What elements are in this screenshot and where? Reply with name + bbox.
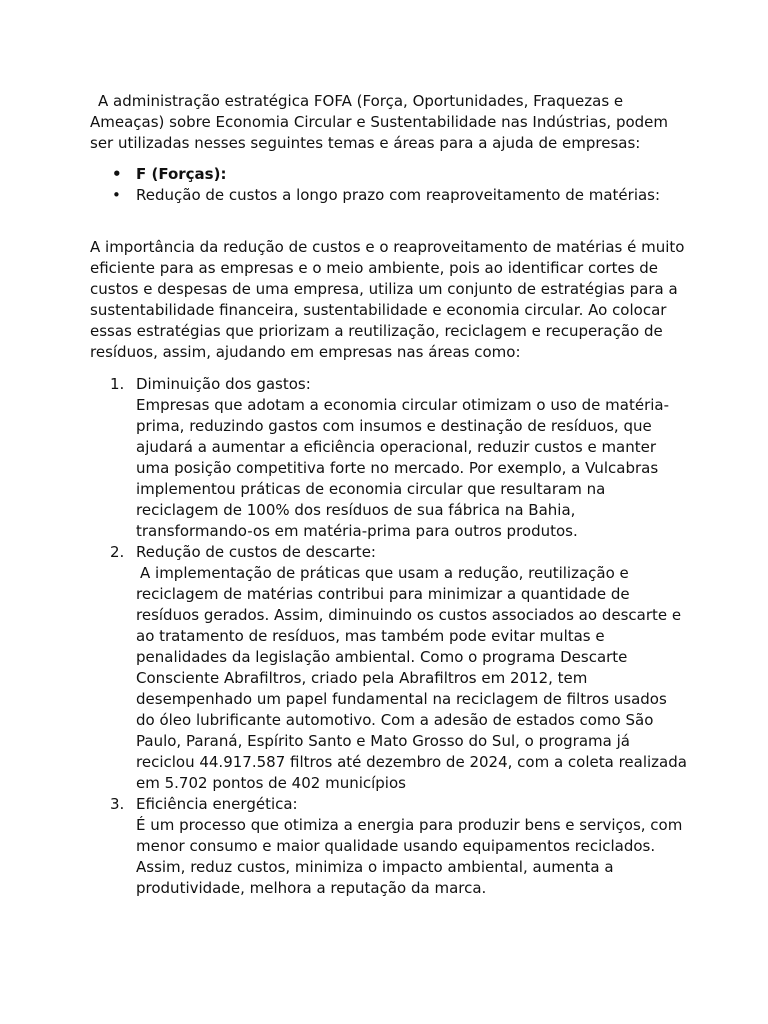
numbered-list: [90, 374, 690, 899]
list-item-title: Redução de custos de descarte:: [136, 543, 376, 561]
bullet-list: [90, 164, 690, 206]
document-page: [90, 91, 690, 899]
list-item-number: 2.: [110, 543, 125, 561]
bullet-item-cost-reduction: • Redução de custos a longo prazo com reaproveitamento de matérias:: [90, 185, 690, 206]
list-item: [90, 374, 690, 542]
body-paragraph: A importância da redução de custos e o reaproveitamento de matérias é muito eficiente para as empresas e o meio ambiente, pois ao identificar cortes de custos e despesas de uma empresa, utiliza um conjunto de estratégias para a sustentabilidade financeira, sustentabilidade e economia circular. Ao colocar essas estratégias que priorizam a reutilização, reciclagem e recuperação de resíduos, assim, ajudando em empresas nas áreas como:: [90, 238, 685, 361]
list-item: [90, 794, 690, 899]
list-item-body: Empresas que adotam a economia circular otimizam o uso de matéria-prima, reduzindo gastos com insumos e destinação de resíduos, que ajudará a aumentar a eficiência operacional, reduzir custos e manter uma posição competitiva forte no mercado. Por exemplo, a Vulcabras implementou práticas de economia circular que resultaram na reciclagem de 100% dos resíduos de sua fábrica na Bahia, transformando-os em matéria-prima para outros produtos.: [136, 396, 670, 540]
bullet-item-strengths: • F (Forças):: [90, 164, 690, 185]
list-item-number: 1.: [110, 375, 125, 393]
list-item: [90, 542, 690, 794]
list-item-title: Diminuição dos gastos:: [136, 375, 311, 393]
list-item-number: 3.: [110, 795, 125, 813]
list-item-title: Eficiência energética:: [136, 795, 298, 813]
intro-paragraph: A administração estratégica FOFA (Força, Oportunidades, Fraquezas e Ameaças) sobre Economia Circular e Sustentabilidade nas Indústrias, podem ser utilizadas nesses seguintes temas e áreas para a ajuda de empresas:: [90, 92, 669, 152]
list-item-body: É um processo que otimiza a energia para produzir bens e serviços, com menor consumo e maior qualidade usando equipamentos reciclados. Assim, reduz custos, minimiza o impacto ambiental, aumenta a produtividade, melhora a reputação da marca.: [136, 816, 683, 897]
list-item-body: A implementação de práticas que usam a redução, reutilização e reciclagem de matérias contribui para minimizar a quantidade de resíduos gerados. Assim, diminuindo os custos associados ao descarte e ao tratamento de resíduos, mas também pode evitar multas e penalidades da legislação ambiental. Como o programa Descarte Consciente Abrafiltros, criado pela Abrafiltros em 2012, tem desempenhado um papel fundamental na reciclagem de filtros usados do óleo lubrificante automotivo. Com a adesão de estados como São Paulo, Paraná, Espírito Santo e Mato Grosso do Sul, o programa já reciclou 44.917.587 filtros até dezembro de 2024, com a coleta realizada em 5.702 pontos de 402 municípios: [136, 564, 687, 792]
